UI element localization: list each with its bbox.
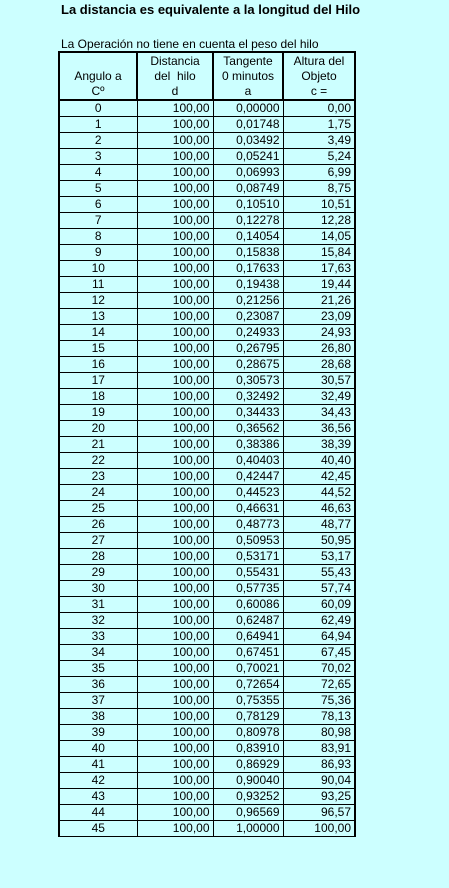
- cell-height[interactable]: 21,26: [283, 293, 355, 309]
- cell-distance[interactable]: 100,00: [137, 197, 213, 213]
- header-tangent-line: Tangente: [223, 54, 273, 68]
- cell-tangent[interactable]: 0,12278: [213, 213, 283, 229]
- cell-tangent[interactable]: 0,34433: [213, 405, 283, 421]
- cell-height[interactable]: 0,00: [283, 100, 355, 117]
- cell-tangent[interactable]: 0,08749: [213, 181, 283, 197]
- table-row: [59, 501, 355, 517]
- cell-angle[interactable]: 4: [59, 165, 137, 181]
- cell-distance[interactable]: 100,00: [137, 805, 213, 821]
- cell-height[interactable]: 70,02: [283, 661, 355, 677]
- table-row: [59, 325, 355, 341]
- cell-angle[interactable]: 9: [59, 245, 137, 261]
- cell-tangent[interactable]: 0,93252: [213, 789, 283, 805]
- cell-angle[interactable]: 11: [59, 277, 137, 293]
- cell-angle[interactable]: 16: [59, 357, 137, 373]
- cell-distance[interactable]: 100,00: [137, 149, 213, 165]
- table-row: [59, 165, 355, 181]
- table-row: [59, 389, 355, 405]
- cell-angle[interactable]: 21: [59, 437, 137, 453]
- table-row: [59, 773, 355, 789]
- table-row: [59, 277, 355, 293]
- cell-tangent[interactable]: 0,96569: [213, 805, 283, 821]
- cell-tangent[interactable]: 0,57735: [213, 581, 283, 597]
- cell-angle[interactable]: 41: [59, 757, 137, 773]
- cell-tangent[interactable]: 0,06993: [213, 165, 283, 181]
- table-row: [59, 741, 355, 757]
- cell-distance[interactable]: 100,00: [137, 629, 213, 645]
- cell-height[interactable]: 38,39: [283, 437, 355, 453]
- cell-distance[interactable]: 100,00: [137, 341, 213, 357]
- cell-height[interactable]: 75,36: [283, 693, 355, 709]
- header-height-line: c =: [310, 84, 328, 98]
- cell-tangent[interactable]: 0,26795: [213, 341, 283, 357]
- cell-tangent[interactable]: 0,55431: [213, 565, 283, 581]
- cell-angle[interactable]: 23: [59, 469, 137, 485]
- cell-distance[interactable]: 100,00: [137, 405, 213, 421]
- cell-angle[interactable]: 38: [59, 709, 137, 725]
- cell-angle[interactable]: 30: [59, 581, 137, 597]
- table-body: [59, 100, 355, 837]
- cell-height[interactable]: 96,57: [283, 805, 355, 821]
- cell-angle[interactable]: 44: [59, 805, 137, 821]
- cell-angle[interactable]: 35: [59, 661, 137, 677]
- sheet-subtitle: La Operación no tiene en cuenta el peso del hilo: [61, 37, 319, 51]
- header-angle-line: Angulo a: [74, 69, 122, 83]
- table-row: [59, 421, 355, 437]
- cell-tangent[interactable]: 0,60086: [213, 597, 283, 613]
- cell-angle[interactable]: 31: [59, 597, 137, 613]
- cell-height[interactable]: 67,45: [283, 645, 355, 661]
- cell-height[interactable]: 28,68: [283, 357, 355, 373]
- cell-distance[interactable]: 100,00: [137, 100, 213, 117]
- cell-height[interactable]: 1,75: [283, 117, 355, 133]
- table-row: [59, 485, 355, 501]
- cell-distance[interactable]: 100,00: [137, 597, 213, 613]
- cell-distance[interactable]: 100,00: [137, 421, 213, 437]
- cell-tangent[interactable]: 0,86929: [213, 757, 283, 773]
- cell-distance[interactable]: 100,00: [137, 469, 213, 485]
- table-row: [59, 677, 355, 693]
- cell-distance[interactable]: 100,00: [137, 389, 213, 405]
- cell-angle[interactable]: 20: [59, 421, 137, 437]
- header-distance-line: d: [171, 84, 179, 98]
- cell-height[interactable]: 90,04: [283, 773, 355, 789]
- cell-height[interactable]: 100,00: [283, 821, 355, 837]
- header-height-line: Objeto: [301, 69, 337, 83]
- cell-tangent[interactable]: 0,00000: [213, 100, 283, 117]
- cell-tangent[interactable]: 0,48773: [213, 517, 283, 533]
- cell-angle[interactable]: 10: [59, 261, 137, 277]
- cell-angle[interactable]: 7: [59, 213, 137, 229]
- cell-tangent[interactable]: 0,78129: [213, 709, 283, 725]
- cell-distance[interactable]: 100,00: [137, 325, 213, 341]
- table-row: [59, 821, 355, 837]
- cell-height[interactable]: 44,52: [283, 485, 355, 501]
- cell-height[interactable]: 24,93: [283, 325, 355, 341]
- cell-tangent[interactable]: 0,64941: [213, 629, 283, 645]
- cell-angle[interactable]: 37: [59, 693, 137, 709]
- cell-distance[interactable]: 100,00: [137, 501, 213, 517]
- cell-distance[interactable]: 100,00: [137, 549, 213, 565]
- table-row: [59, 213, 355, 229]
- cell-tangent[interactable]: 0,23087: [213, 309, 283, 325]
- header-angle: [59, 52, 137, 100]
- table-row: [59, 469, 355, 485]
- header-tangent-line: a: [244, 84, 252, 98]
- cell-tangent[interactable]: 1,00000: [213, 821, 283, 837]
- cell-distance[interactable]: 100,00: [137, 277, 213, 293]
- sheet-title: La distancia es equivalente a la longitud del Hilo: [61, 2, 361, 17]
- cell-tangent[interactable]: 0,67451: [213, 645, 283, 661]
- cell-height[interactable]: 26,80: [283, 341, 355, 357]
- table-row: [59, 229, 355, 245]
- cell-height[interactable]: 32,49: [283, 389, 355, 405]
- cell-angle[interactable]: 29: [59, 565, 137, 581]
- cell-angle[interactable]: 12: [59, 293, 137, 309]
- cell-distance[interactable]: 100,00: [137, 213, 213, 229]
- cell-angle[interactable]: 22: [59, 453, 137, 469]
- cell-tangent[interactable]: 0,80978: [213, 725, 283, 741]
- cell-tangent[interactable]: 0,42447: [213, 469, 283, 485]
- cell-tangent[interactable]: 0,32492: [213, 389, 283, 405]
- header-tangent-line: 0 minutos: [221, 69, 275, 83]
- cell-distance[interactable]: 100,00: [137, 517, 213, 533]
- table-row: [59, 293, 355, 309]
- cell-tangent[interactable]: 0,62487: [213, 613, 283, 629]
- cell-tangent[interactable]: 0,90040: [213, 773, 283, 789]
- cell-angle[interactable]: 25: [59, 501, 137, 517]
- cell-angle[interactable]: 26: [59, 517, 137, 533]
- cell-angle[interactable]: 17: [59, 373, 137, 389]
- table-row: [59, 725, 355, 741]
- tangent-table: [58, 51, 356, 837]
- cell-height[interactable]: 57,74: [283, 581, 355, 597]
- cell-angle[interactable]: 42: [59, 773, 137, 789]
- cell-height[interactable]: 10,51: [283, 197, 355, 213]
- cell-distance[interactable]: 100,00: [137, 821, 213, 837]
- cell-height[interactable]: 86,93: [283, 757, 355, 773]
- cell-tangent[interactable]: 0,40403: [213, 453, 283, 469]
- cell-distance[interactable]: 100,00: [137, 133, 213, 149]
- cell-height[interactable]: 30,57: [283, 373, 355, 389]
- cell-height[interactable]: 46,63: [283, 501, 355, 517]
- cell-angle[interactable]: 18: [59, 389, 137, 405]
- table-row: [59, 805, 355, 821]
- cell-height[interactable]: 34,43: [283, 405, 355, 421]
- cell-angle[interactable]: 2: [59, 133, 137, 149]
- cell-tangent[interactable]: 0,14054: [213, 229, 283, 245]
- cell-height[interactable]: 55,43: [283, 565, 355, 581]
- cell-height[interactable]: 93,25: [283, 789, 355, 805]
- cell-angle[interactable]: 24: [59, 485, 137, 501]
- cell-tangent[interactable]: 0,36562: [213, 421, 283, 437]
- cell-height[interactable]: 23,09: [283, 309, 355, 325]
- cell-angle[interactable]: 0: [59, 100, 137, 117]
- table-row: [59, 133, 355, 149]
- cell-height[interactable]: 62,49: [283, 613, 355, 629]
- cell-distance[interactable]: 100,00: [137, 581, 213, 597]
- header-distance-line: Distancia: [150, 54, 200, 68]
- cell-height[interactable]: 80,98: [283, 725, 355, 741]
- cell-tangent[interactable]: 0,15838: [213, 245, 283, 261]
- table-row: [59, 149, 355, 165]
- header-row: [59, 52, 355, 100]
- cell-height[interactable]: 3,49: [283, 133, 355, 149]
- table-row: [59, 341, 355, 357]
- cell-distance[interactable]: 100,00: [137, 373, 213, 389]
- table-row: [59, 309, 355, 325]
- cell-distance[interactable]: 100,00: [137, 245, 213, 261]
- cell-angle[interactable]: 34: [59, 645, 137, 661]
- cell-tangent[interactable]: 0,24933: [213, 325, 283, 341]
- cell-angle[interactable]: 6: [59, 197, 137, 213]
- cell-tangent[interactable]: 0,38386: [213, 437, 283, 453]
- cell-height[interactable]: 5,24: [283, 149, 355, 165]
- cell-height[interactable]: 64,94: [283, 629, 355, 645]
- cell-distance[interactable]: 100,00: [137, 645, 213, 661]
- cell-height[interactable]: 17,63: [283, 261, 355, 277]
- cell-distance[interactable]: 100,00: [137, 693, 213, 709]
- table-row: [59, 693, 355, 709]
- cell-distance[interactable]: 100,00: [137, 485, 213, 501]
- cell-tangent[interactable]: 0,70021: [213, 661, 283, 677]
- cell-tangent[interactable]: 0,17633: [213, 261, 283, 277]
- cell-height[interactable]: 78,13: [283, 709, 355, 725]
- cell-distance[interactable]: 100,00: [137, 741, 213, 757]
- cell-tangent[interactable]: 0,50953: [213, 533, 283, 549]
- cell-height[interactable]: 8,75: [283, 181, 355, 197]
- cell-tangent[interactable]: 0,46631: [213, 501, 283, 517]
- table-row: [59, 757, 355, 773]
- cell-distance[interactable]: 100,00: [137, 229, 213, 245]
- table-row: [59, 373, 355, 389]
- cell-height[interactable]: 48,77: [283, 517, 355, 533]
- table-row: [59, 100, 355, 117]
- cell-distance[interactable]: 100,00: [137, 437, 213, 453]
- header-tangent: [213, 52, 283, 100]
- cell-tangent[interactable]: 0,30573: [213, 373, 283, 389]
- cell-tangent[interactable]: 0,19438: [213, 277, 283, 293]
- cell-angle[interactable]: 32: [59, 613, 137, 629]
- cell-tangent[interactable]: 0,83910: [213, 741, 283, 757]
- cell-tangent[interactable]: 0,01748: [213, 117, 283, 133]
- cell-distance[interactable]: 100,00: [137, 773, 213, 789]
- table-row: [59, 661, 355, 677]
- table-row: [59, 789, 355, 805]
- table-row: [59, 645, 355, 661]
- cell-distance[interactable]: 100,00: [137, 677, 213, 693]
- table-row: [59, 437, 355, 453]
- cell-distance[interactable]: 100,00: [137, 613, 213, 629]
- table-row: [59, 245, 355, 261]
- cell-height[interactable]: 50,95: [283, 533, 355, 549]
- table-row: [59, 581, 355, 597]
- cell-height[interactable]: 12,28: [283, 213, 355, 229]
- cell-tangent[interactable]: 0,53171: [213, 549, 283, 565]
- table-row: [59, 197, 355, 213]
- cell-distance[interactable]: 100,00: [137, 789, 213, 805]
- cell-angle[interactable]: 45: [59, 821, 137, 837]
- cell-distance[interactable]: 100,00: [137, 181, 213, 197]
- cell-distance[interactable]: 100,00: [137, 357, 213, 373]
- cell-distance[interactable]: 100,00: [137, 533, 213, 549]
- cell-tangent[interactable]: 0,03492: [213, 133, 283, 149]
- table-row: [59, 709, 355, 725]
- cell-height[interactable]: 53,17: [283, 549, 355, 565]
- table-row: [59, 261, 355, 277]
- cell-height[interactable]: 72,65: [283, 677, 355, 693]
- cell-tangent[interactable]: 0,21256: [213, 293, 283, 309]
- cell-tangent[interactable]: 0,72654: [213, 677, 283, 693]
- cell-height[interactable]: 40,40: [283, 453, 355, 469]
- header-distance: [137, 52, 213, 100]
- header-distance-line: del hilo: [154, 69, 196, 83]
- cell-distance[interactable]: 100,00: [137, 565, 213, 581]
- cell-angle[interactable]: 28: [59, 549, 137, 565]
- cell-height[interactable]: 14,05: [283, 229, 355, 245]
- cell-distance[interactable]: 100,00: [137, 309, 213, 325]
- cell-angle[interactable]: 27: [59, 533, 137, 549]
- cell-tangent[interactable]: 0,44523: [213, 485, 283, 501]
- cell-angle[interactable]: 36: [59, 677, 137, 693]
- cell-distance[interactable]: 100,00: [137, 293, 213, 309]
- table-row: [59, 565, 355, 581]
- table-row: [59, 405, 355, 421]
- cell-height[interactable]: 83,91: [283, 741, 355, 757]
- cell-angle[interactable]: 5: [59, 181, 137, 197]
- header-angle-line: Cº: [91, 84, 105, 98]
- table-row: [59, 453, 355, 469]
- table-row: [59, 597, 355, 613]
- table-row: [59, 549, 355, 565]
- cell-angle[interactable]: 14: [59, 325, 137, 341]
- cell-angle[interactable]: 40: [59, 741, 137, 757]
- cell-distance[interactable]: 100,00: [137, 165, 213, 181]
- table-row: [59, 629, 355, 645]
- table-row: [59, 357, 355, 373]
- cell-distance[interactable]: 100,00: [137, 709, 213, 725]
- cell-distance[interactable]: 100,00: [137, 725, 213, 741]
- cell-angle[interactable]: 15: [59, 341, 137, 357]
- cell-distance[interactable]: 100,00: [137, 661, 213, 677]
- cell-angle[interactable]: 13: [59, 309, 137, 325]
- cell-angle[interactable]: 3: [59, 149, 137, 165]
- cell-angle[interactable]: 19: [59, 405, 137, 421]
- cell-angle[interactable]: 43: [59, 789, 137, 805]
- table-row: [59, 613, 355, 629]
- cell-angle[interactable]: 33: [59, 629, 137, 645]
- cell-distance[interactable]: 100,00: [137, 261, 213, 277]
- cell-height[interactable]: 42,45: [283, 469, 355, 485]
- cell-height[interactable]: 60,09: [283, 597, 355, 613]
- cell-tangent[interactable]: 0,10510: [213, 197, 283, 213]
- cell-distance[interactable]: 100,00: [137, 757, 213, 773]
- cell-distance[interactable]: 100,00: [137, 453, 213, 469]
- cell-angle[interactable]: 39: [59, 725, 137, 741]
- table-row: [59, 117, 355, 133]
- cell-height[interactable]: 19,44: [283, 277, 355, 293]
- table-row: [59, 517, 355, 533]
- cell-height[interactable]: 36,56: [283, 421, 355, 437]
- cell-angle[interactable]: 8: [59, 229, 137, 245]
- cell-tangent[interactable]: 0,75355: [213, 693, 283, 709]
- cell-tangent[interactable]: 0,28675: [213, 357, 283, 373]
- cell-height[interactable]: 15,84: [283, 245, 355, 261]
- table-row: [59, 181, 355, 197]
- cell-height[interactable]: 6,99: [283, 165, 355, 181]
- cell-angle[interactable]: 1: [59, 117, 137, 133]
- table-row: [59, 533, 355, 549]
- cell-distance[interactable]: 100,00: [137, 117, 213, 133]
- header-height-line: Altura del: [293, 54, 345, 68]
- cell-tangent[interactable]: 0,05241: [213, 149, 283, 165]
- header-height: [283, 52, 355, 100]
